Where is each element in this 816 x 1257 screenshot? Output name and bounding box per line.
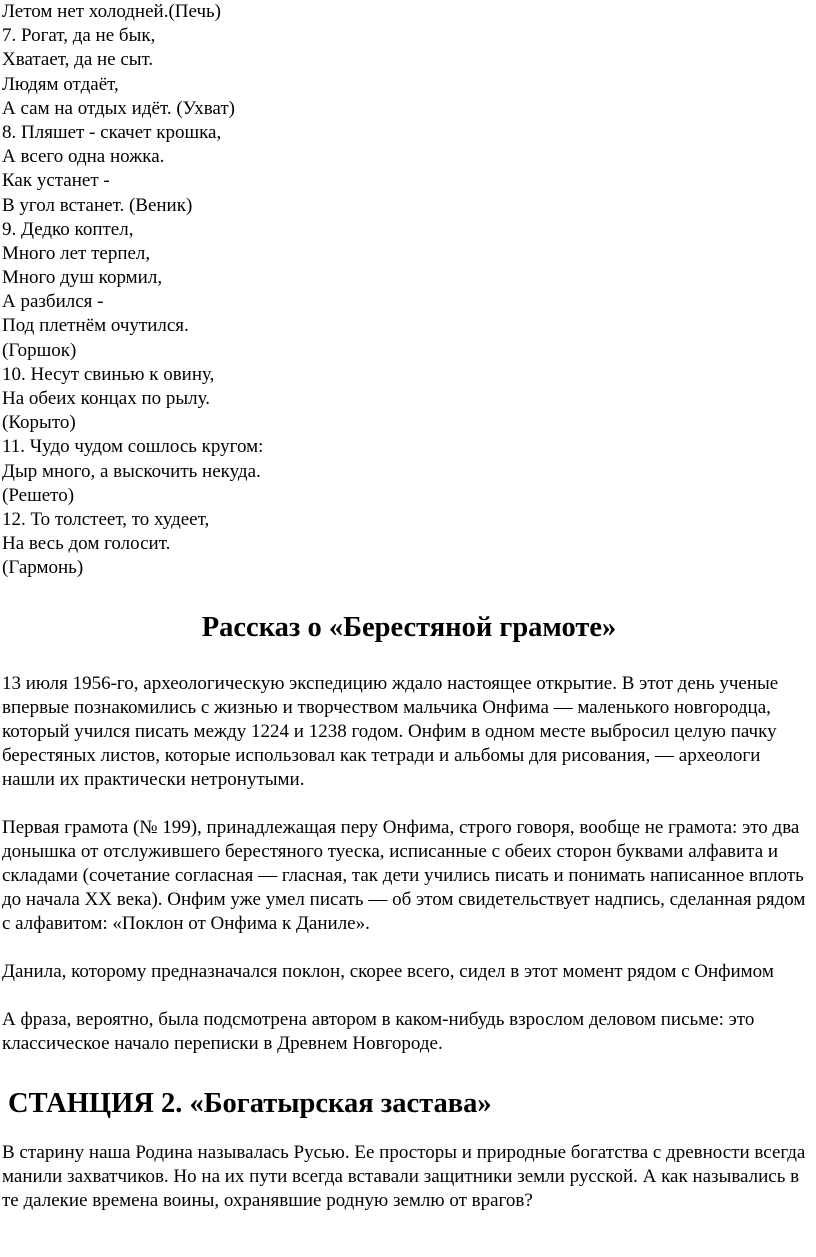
riddle-line: На обеих концах по рылу.	[2, 388, 210, 409]
riddle-line: На весь дом голосит.	[2, 533, 171, 555]
riddle-line: Людям отдаёт,	[2, 73, 119, 95]
station-paragraph: В старину наша Родина называлась Русью. Ее просторы и природные богатства с древности всегда манили захватчиков. Но на их пути всегда вставали защитники земли русской. А как назывались в те далекие времена воины, охранявшие родную землю от врагов?	[2, 1141, 806, 1211]
riddle-line: А всего одна ножка.	[2, 146, 165, 168]
riddle-line: Много лет терпел,	[2, 242, 151, 264]
riddle-line: (Горшок)	[2, 339, 77, 361]
story-paragraph-2: Первая грамота (№ 199), принадлежащая перу Онфима, строго говоря, вообще не грамота: это два донышка от отслужившего берестяного туеска, исписанные с обеих сторон буквами алфавита и складами (сочетание согласная — гласная, так дети учились писать и понимать написанное вплоть до начала XX века). Онфим уже умел писать — об этом свидетельствует надпись, сделанная рядом с алфавитом: «Поклон от Онфима к Даниле».	[2, 816, 806, 934]
riddle-line: 11. Чудо чудом сошлось кругом:	[2, 436, 264, 458]
riddle-line: Много душ кормил,	[2, 267, 163, 289]
riddle-line: 8. Пляшет - скачет крошка,	[2, 121, 222, 143]
riddle-line: А сам на отдых идёт. (Ухват)	[2, 97, 235, 119]
riddle-line: (Корыто)	[2, 412, 76, 434]
riddle-list	[2, 0, 816, 581]
story-heading: Рассказ о «Берестяной грамоте»	[201, 611, 617, 643]
riddle-line: Летом нет холодней.(Печь)	[2, 1, 222, 22]
riddle-line: 7. Рогат, да не бык,	[2, 25, 156, 47]
riddle-line: 10. Несут свинью к овину,	[2, 363, 215, 385]
riddle-line: Дыр много, а выскочить некуда.	[2, 460, 261, 482]
story-paragraph-1: 13 июля 1956-го, археологическую экспедицию ждало настоящее открытие. В этот день ученые впервые познакомились с жизнью и творчеством мальчика Онфима — маленького новгородца, который учился писать между 1224 и 1238 годом. Онфим в одном месте выбросил целую пачку берестяных листов, которые использовал как тетради и альбомы для рисования, — археологи нашли их практически нетронутыми.	[2, 672, 779, 790]
riddle-line: (Решето)	[2, 484, 75, 506]
riddle-line: В угол встанет. (Веник)	[2, 194, 193, 216]
station-heading: СТАНЦИЯ 2. «Богатырская застава»	[8, 1087, 492, 1119]
riddle-line: Под плетнём очутился.	[2, 315, 189, 337]
story-paragraph-3: Данила, которому предназначался поклон, скорее всего, сидел в этот момент рядом с Онфимом	[2, 960, 774, 982]
riddle-line: 12. То толстеет, то худеет,	[2, 508, 210, 530]
riddle-line: Как устанет -	[2, 170, 110, 192]
riddle-line: 9. Дедко коптел,	[2, 218, 134, 240]
story-paragraph-4: А фраза, вероятно, была подсмотрена автором в каком-нибудь взрослом деловом письме: это классическое начало переписки в Древнем Новгороде.	[2, 1008, 755, 1054]
riddle-line: Хватает, да не сыт.	[2, 49, 154, 71]
riddle-line: (Гармонь)	[2, 557, 84, 579]
riddle-line: А разбился -	[2, 291, 104, 313]
